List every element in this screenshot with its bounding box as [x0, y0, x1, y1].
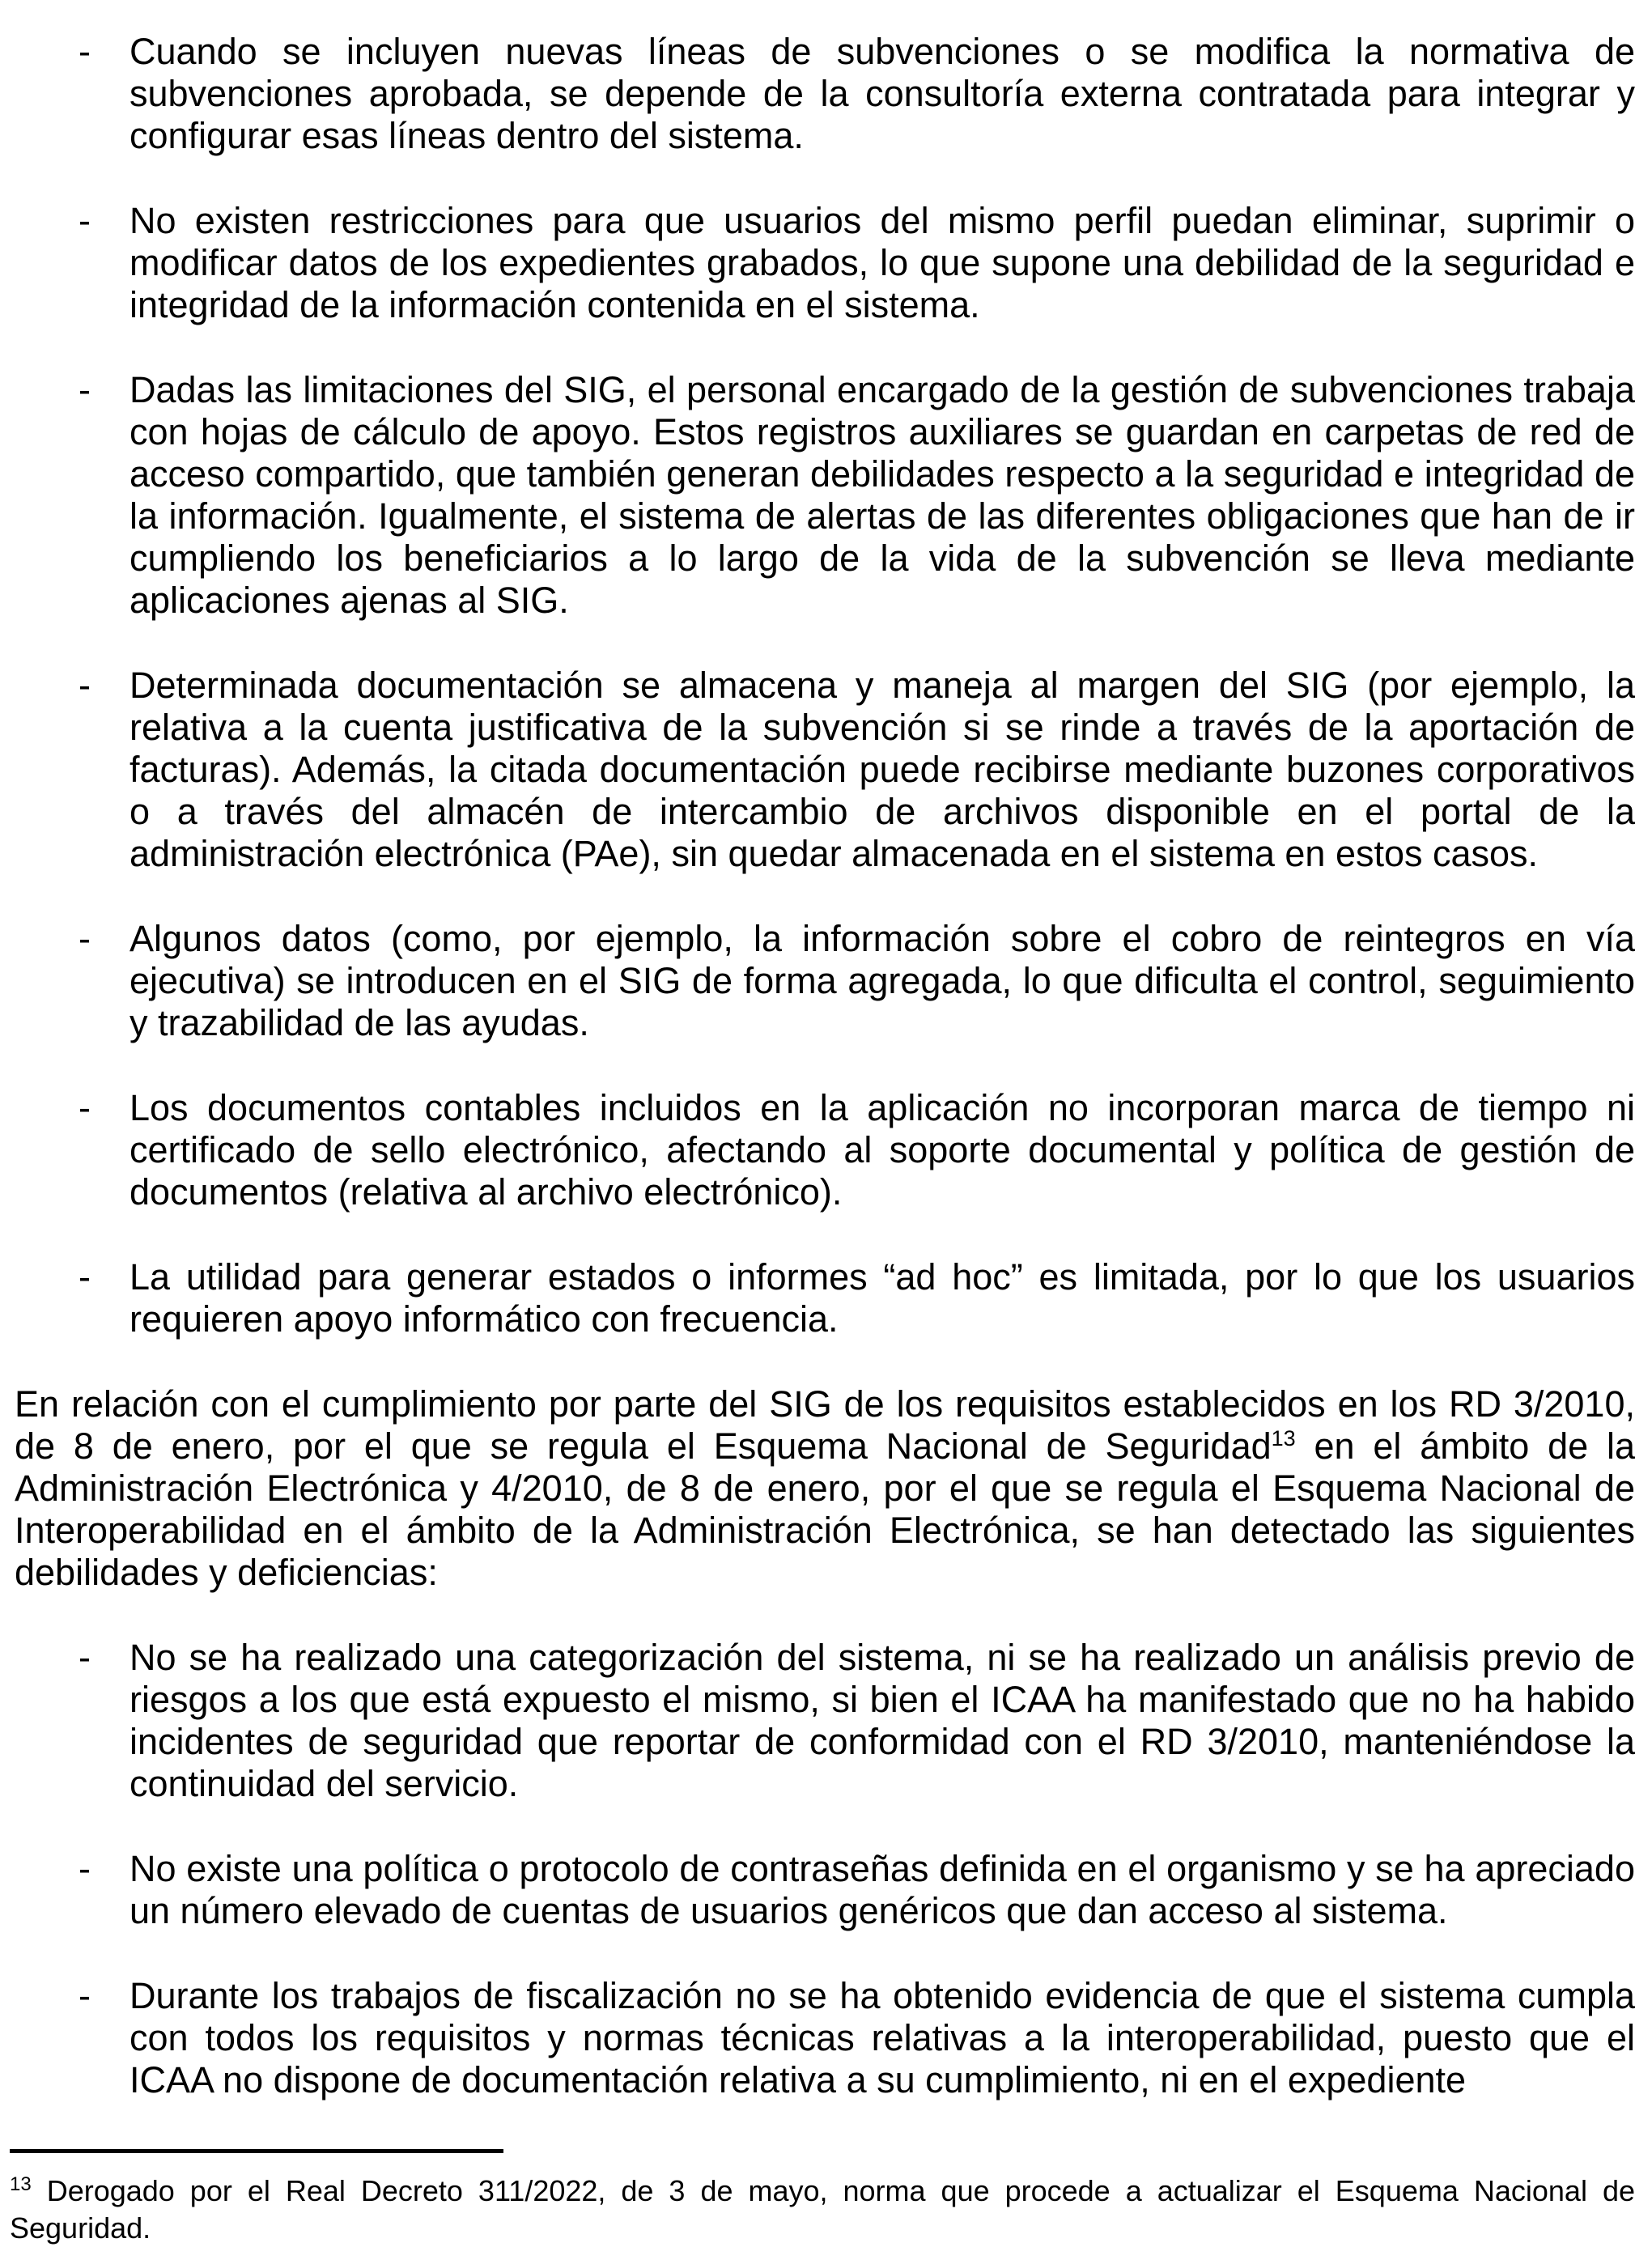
bullet-list-section-2	[15, 1637, 1635, 2101]
footnote-marker: 13	[10, 2173, 32, 2195]
bullet-dash: -	[79, 1975, 91, 2016]
paragraph-text-before-ref: En relación con el cumplimiento por parte del SIG de los requisitos establecidos en los RD 3/2010, de 8 de enero, por el que se regula el Esquema Nacional de Seguridad	[15, 1383, 1635, 1467]
list-item-text: Determinada documentación se almacena y maneja al margen del SIG (por ejemplo, la relativa a la cuenta justificativa de la subvención si se rinde a través de la aportación de facturas). Además, la citada documentación puede recibirse mediante buzones corporativos o a través del almacén de intercambio de archivos disponible en el portal de la administración electrónica (PAe), sin quedar almacenada en el sistema en estos casos.	[130, 665, 1635, 874]
list-item	[15, 665, 1635, 875]
list-item	[15, 1087, 1635, 1213]
bullet-dash: -	[79, 31, 91, 72]
bullet-dash: -	[79, 1848, 91, 1889]
bullet-dash: -	[79, 1637, 91, 1678]
bullet-dash: -	[79, 200, 91, 241]
list-item	[15, 31, 1635, 157]
list-item	[15, 1975, 1635, 2101]
footnote	[10, 2149, 1635, 2247]
list-item	[15, 200, 1635, 326]
list-item-text: No existen restricciones para que usuarios del mismo perfil puedan eliminar, suprimir o modificar datos de los expedientes grabados, lo que supone una debilidad de la seguridad e integridad de la información contenida en el sistema.	[130, 200, 1635, 325]
footnote-separator	[10, 2149, 503, 2153]
list-item-text: Durante los trabajos de fiscalización no se ha obtenido evidencia de que el sistema cumpla con todos los requisitos y normas técnicas relativas a la interoperabilidad, puesto que el ICAA no dispone de documentación relativa a su cumplimiento, ni en el expediente	[130, 1975, 1635, 2100]
list-item-text: La utilidad para generar estados o informes “ad hoc” es limitada, por lo que los usuarios requieren apoyo informático con frecuencia.	[130, 1256, 1635, 1340]
list-item-text: Dadas las limitaciones del SIG, el personal encargado de la gestión de subvenciones trabaja con hojas de cálculo de apoyo. Estos registros auxiliares se guardan en carpetas de red de acceso compartido, que también generan debilidades respecto a la seguridad e integridad de la información. Igualmente, el sistema de alertas de las diferentes obligaciones que han de ir cumpliendo los beneficiarios a lo largo de la vida de la subvención se lleva mediante aplicaciones ajenas al SIG.	[130, 369, 1635, 621]
footnote-text	[10, 2173, 1635, 2247]
list-item-text: Los documentos contables incluidos en la aplicación no incorporan marca de tiempo ni certificado de sello electrónico, afectando al soporte documental y política de gestión de documentos (relativa al archivo electrónico).	[130, 1087, 1635, 1213]
body-paragraph	[15, 1383, 1635, 1594]
list-item-text: Algunos datos (como, por ejemplo, la información sobre el cobro de reintegros en vía ejecutiva) se introducen en el SIG de forma agregada, lo que dificulta el control, seguimiento y trazabilidad de las ayudas.	[130, 918, 1635, 1043]
bullet-dash: -	[79, 665, 91, 706]
footnote-body-text: Derogado por el Real Decreto 311/2022, de 3 de mayo, norma que procede a actualizar el Esquema Nacional de Seguridad.	[10, 2174, 1635, 2245]
bullet-dash: -	[79, 1087, 91, 1128]
paragraph-text-after-ref: en el ámbito de la Administración Electrónica y 4/2010, de 8 de enero, por el que se regula el Esquema Nacional de Interoperabilidad en el ámbito de la Administración Electrónica, se han detectado las siguientes debilidades y deficiencias:	[15, 1425, 1636, 1593]
list-item	[15, 918, 1635, 1044]
list-item	[15, 1637, 1635, 1805]
list-item	[15, 1848, 1635, 1932]
list-item	[15, 1256, 1635, 1340]
list-item	[15, 369, 1635, 622]
list-item-text: Cuando se incluyen nuevas líneas de subvenciones o se modifica la normativa de subvenciones aprobada, se depende de la consultoría externa contratada para integrar y configurar esas líneas dentro del sistema.	[130, 31, 1635, 156]
list-item-text: No existe una política o protocolo de contraseñas definida en el organismo y se ha apreciado un número elevado de cuentas de usuarios genéricos que dan acceso al sistema.	[130, 1848, 1635, 1931]
footnote-reference: 13	[1271, 1426, 1296, 1451]
bullet-dash: -	[79, 1256, 91, 1298]
bullet-list-section-1	[15, 31, 1635, 1340]
bullet-dash: -	[79, 918, 91, 959]
bullet-dash: -	[79, 369, 91, 410]
list-item-text: No se ha realizado una categorización del sistema, ni se ha realizado un análisis previo de riesgos a los que está expuesto el mismo, si bien el ICAA ha manifestado que no ha habido incidentes de seguridad que reportar de conformidad con el RD 3/2010, manteniéndose la continuidad del servicio.	[130, 1637, 1635, 1804]
